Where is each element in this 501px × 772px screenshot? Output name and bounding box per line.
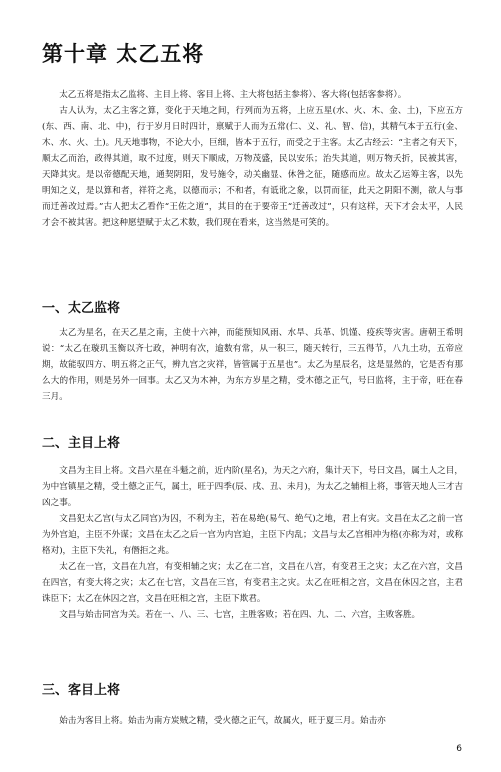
section-heading: 三、客目上将 <box>42 683 121 698</box>
paragraph: 太乙五将是指太乙监将、主目上将、客目上将、主大将包括主参将）、客大将(包括客参将）。 <box>59 90 407 100</box>
paragraph: 太乙为星名，在天乙星之南，主使十六神，而能预知风雨、水旱、兵革、饥馑、疫疾等灾害。唐朝王希明说：“太乙在璇玑玉衡以齐七政，神明有次，逾数有常，从一积三，随天转行，三五得节，八九土功，五帝应期，故能驭四方、明五将之正气，辨九宫之灾祥，皆管属于五星也”。太乙为星辰名，这是显然的，它是否有那么大的作用，则是另外一回事。太乙又为木神，为东方岁星之精，受木德之正气，号曰监将，主于帝，旺在春三月。 <box>42 328 463 402</box>
paragraph: 文昌与始击同宫为关。若在一、八、三、七宫，主胜客败；若在四、九、二、六宫，主败客胜。 <box>59 610 421 620</box>
paragraph: 文昌为主目上将。文昌六星在斗魁之前，近内阶(星名)，为天之六府，集计天下，号曰文昌，属土人之目，为中宫镇星之精，受土德之正气，属土，旺于四季(辰、戌、丑、未月)，为太乙之辅相上将，事管天地人三才吉凶之事。 <box>42 466 463 508</box>
section-heading: 一、太乙监将 <box>42 301 121 316</box>
paragraph: 始击为客目上将。始击为南方炭贼之精，受火德之正气，故属火，旺于夏三月。始击亦 <box>59 716 386 726</box>
section-heading: 二、主目上将 <box>42 436 121 451</box>
page-number: 6 <box>456 744 462 754</box>
section-body <box>42 463 463 623</box>
paragraph: 太乙在一宫，文昌在九宫，有变相辅之灾；太乙在二宫，文昌在八宫，有变君王之灾；太乙在六宫，文昌在四宫，有变大将之灾；太乙在七宫，文昌在三宫，有变君主之灾。太乙在旺相之宫，文昌在休囚之宫，主君诛臣下；太乙在休囚之宫，文昌在旺相之宫，主臣下欺君。 <box>42 562 463 604</box>
section-body <box>42 325 463 405</box>
paragraph: 文昌犯太乙宫(与太乙同宫)为囚，不利为主，若在易绝(易气、绝气)之地，君上有灾。文昌在太乙之前一宫为外宫迫，主臣不外谋；文昌在太乙之后一宫为内宫迫，主臣下内乱；文昌与太乙宫相冲为格(亦称为对，或称格对)，主臣下失礼，有僭拒之兆。 <box>42 514 463 556</box>
chapter-title: 第十章 太乙五将 <box>42 42 205 66</box>
paragraph: 古人认为，太乙主客之算，变化于天地之间，行列而为五将，上应五星(水、火、木、金、土)，下应五方(东、西、南、北、中)，行于岁月日时四计，禀赋于人而为五常(仁、义、礼、智、信)，其精气本于五行(金、木、水、火、土)。凡天地事物，不论大小，巨细，皆本于五行，而受之于主客。太乙古经云：“主者之有天下，顺太乙而治，政得其道，取不过度，则天下顺成，万物茂盛，民以安乐；治失其道，则万物夭折，民被其害，天降其灾。是以帝德配天地，通契阴阳，发号施令，动关幽显、休咎之征，随感而应。故太乙运筹主客，以先明知之义，是以算和者，祥符之兆，以德而示；不和者，有诋讹之象，以罚而征，此天之阴阳不测，欲人与事而迁善改过焉。”古人把太乙看作“王佐之道”，其目的在于要帝王“迁善改过”，只有这样，天下才会太平，人民才会不被其害。把这种愿望赋于太乙术数，我们现在看来，这当然是可笑的。 <box>42 106 463 228</box>
intro-block <box>42 87 463 231</box>
section-body <box>42 713 463 729</box>
